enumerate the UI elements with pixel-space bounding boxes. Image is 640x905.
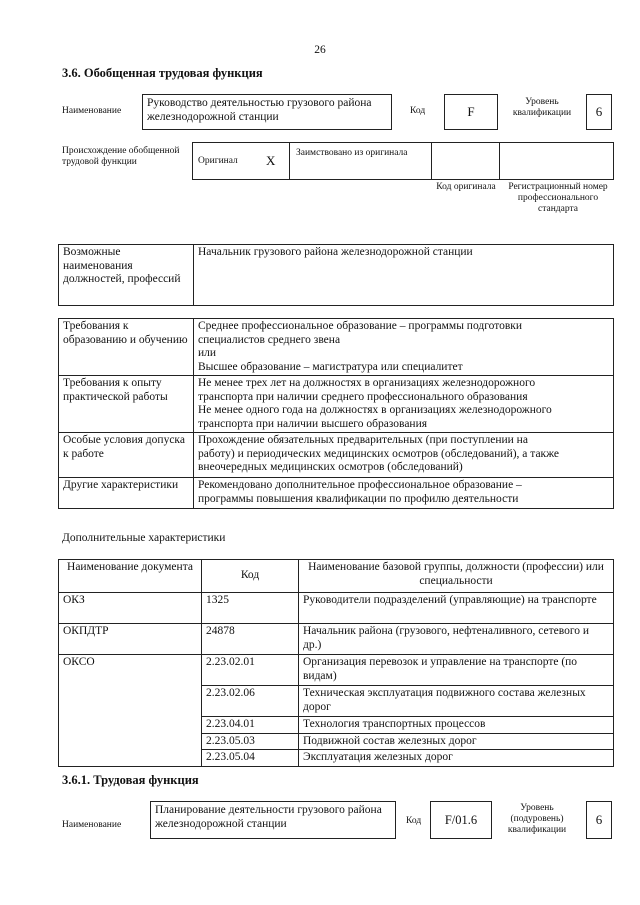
table-header-row (59, 560, 614, 593)
cell-name: Организация перевозок и управление на транспорте (по видам) (299, 655, 614, 686)
original-label: Оригинал (198, 156, 238, 166)
requirement-line: Рекомендовано дополнительное профессиональное образование – (198, 479, 522, 491)
requirement-line: работу) и периодических медицинских осмотров (обследований), а также (198, 447, 560, 460)
positions-table (58, 244, 614, 306)
requirement-line: или (198, 347, 217, 359)
header-name: Наименование базовой группы, должности (профессии) или специальности (299, 560, 614, 593)
header-code: Код (202, 560, 299, 593)
table-row (59, 624, 614, 655)
labor-code-label: Код (406, 816, 422, 826)
requirement-line: программы повышения квалификации по профилю деятельности (198, 492, 519, 505)
requirement-row (59, 433, 614, 478)
cell-code: 2.23.02.01 (202, 655, 299, 686)
requirement-line: Прохождение обязательных предварительных (при поступлении на (198, 434, 528, 446)
requirement-line: Высшее образование – магистратура или специалитет (198, 360, 463, 373)
requirements-table (58, 318, 614, 509)
table-row (59, 655, 614, 686)
positions-label: Возможные наименования должностей, профессий (59, 245, 194, 306)
gen-level-label: Уровень квалификации (512, 97, 572, 118)
cell-name: Эксплуатация железных дорог (299, 750, 614, 767)
cell-code: 2.23.05.03 (202, 733, 299, 750)
cell-code: 1325 (202, 593, 299, 624)
labor-code-value: F/01.6 (430, 801, 492, 839)
requirement-label: Другие характеристики (59, 478, 194, 509)
requirement-value (194, 319, 614, 376)
cell-code: 24878 (202, 624, 299, 655)
origin-label: Происхождение обобщенной трудовой функции (62, 146, 180, 167)
page-number: 26 (314, 44, 326, 56)
borrowed-label: Заимствовано из оригинала (296, 148, 408, 158)
cell-code: 2.23.05.04 (202, 750, 299, 767)
gen-code-label: Код (410, 106, 426, 116)
cell-name: Начальник района (грузового, нефтеналивного, сетевого и др.) (299, 624, 614, 655)
labor-name-value: Планирование деятельности грузового района железнодорожной станции (150, 801, 396, 839)
gen-name-value: Руководство деятельностью грузового района железнодорожной станции (142, 94, 392, 130)
cell-code: 2.23.04.01 (202, 717, 299, 734)
labor-name-label: Наименование (62, 820, 122, 830)
gen-level-value: 6 (586, 94, 612, 130)
labor-level-value: 6 (586, 801, 612, 839)
cell-name: Технология транспортных процессов (299, 717, 614, 734)
requirement-line: специалистов среднего звена (198, 333, 341, 346)
requirement-value (194, 376, 614, 433)
cell-name: Руководители подразделений (управляющие) на транспорте (299, 593, 614, 624)
cell-name: Подвижной состав железных дорог (299, 733, 614, 750)
sub-section-title: 3.6.1. Трудовая функция (62, 773, 199, 787)
gen-name-label: Наименование (62, 106, 122, 116)
table-row (59, 593, 614, 624)
requirement-value (194, 433, 614, 478)
requirement-line: внеочередных медицинских осмотров (обследований) (198, 461, 463, 473)
requirement-line: транспорта при наличии высшего образования (198, 417, 428, 430)
requirement-row (59, 376, 614, 433)
requirement-row (59, 478, 614, 509)
requirement-value (194, 478, 614, 509)
gen-code-value: F (444, 94, 498, 130)
positions-value: Начальник грузового района железнодорожной станции (194, 245, 614, 306)
requirement-label: Требования к опыту практической работы (59, 376, 194, 433)
requirement-label: Особые условия допуска к работе (59, 433, 194, 478)
additional-title: Дополнительные характеристики (62, 532, 226, 544)
cell-name: Техническая эксплуатация подвижного состава железных дорог (299, 686, 614, 717)
cell-doc: ОКЗ (59, 593, 202, 624)
reg-number-label: Регистрационный номер профессионального стандарта (508, 182, 608, 214)
cell-doc: ОКСО (59, 655, 202, 767)
header-doc: Наименование документа (59, 560, 202, 593)
requirement-line: транспорта при наличии среднего профессионального образования (198, 390, 528, 403)
requirement-line: Среднее профессиональное образование – программы подготовки (198, 320, 523, 332)
requirement-line: Не менее одного года на должностях в организациях железнодорожного (198, 404, 552, 416)
original-mark: X (266, 153, 276, 168)
requirement-label: Требования к образованию и обучению (59, 319, 194, 376)
origin-code-label: Код оригинала (436, 182, 496, 192)
requirement-line: Не менее трех лет на должностях в организациях железнодорожного (198, 377, 536, 389)
cell-doc: ОКПДТР (59, 624, 202, 655)
additional-table (58, 559, 614, 767)
section-title: 3.6. Обобщенная трудовая функция (62, 66, 263, 80)
requirement-row (59, 319, 614, 376)
cell-code: 2.23.02.06 (202, 686, 299, 717)
labor-level-label: Уровень (подуровень) квалификации (507, 803, 567, 835)
